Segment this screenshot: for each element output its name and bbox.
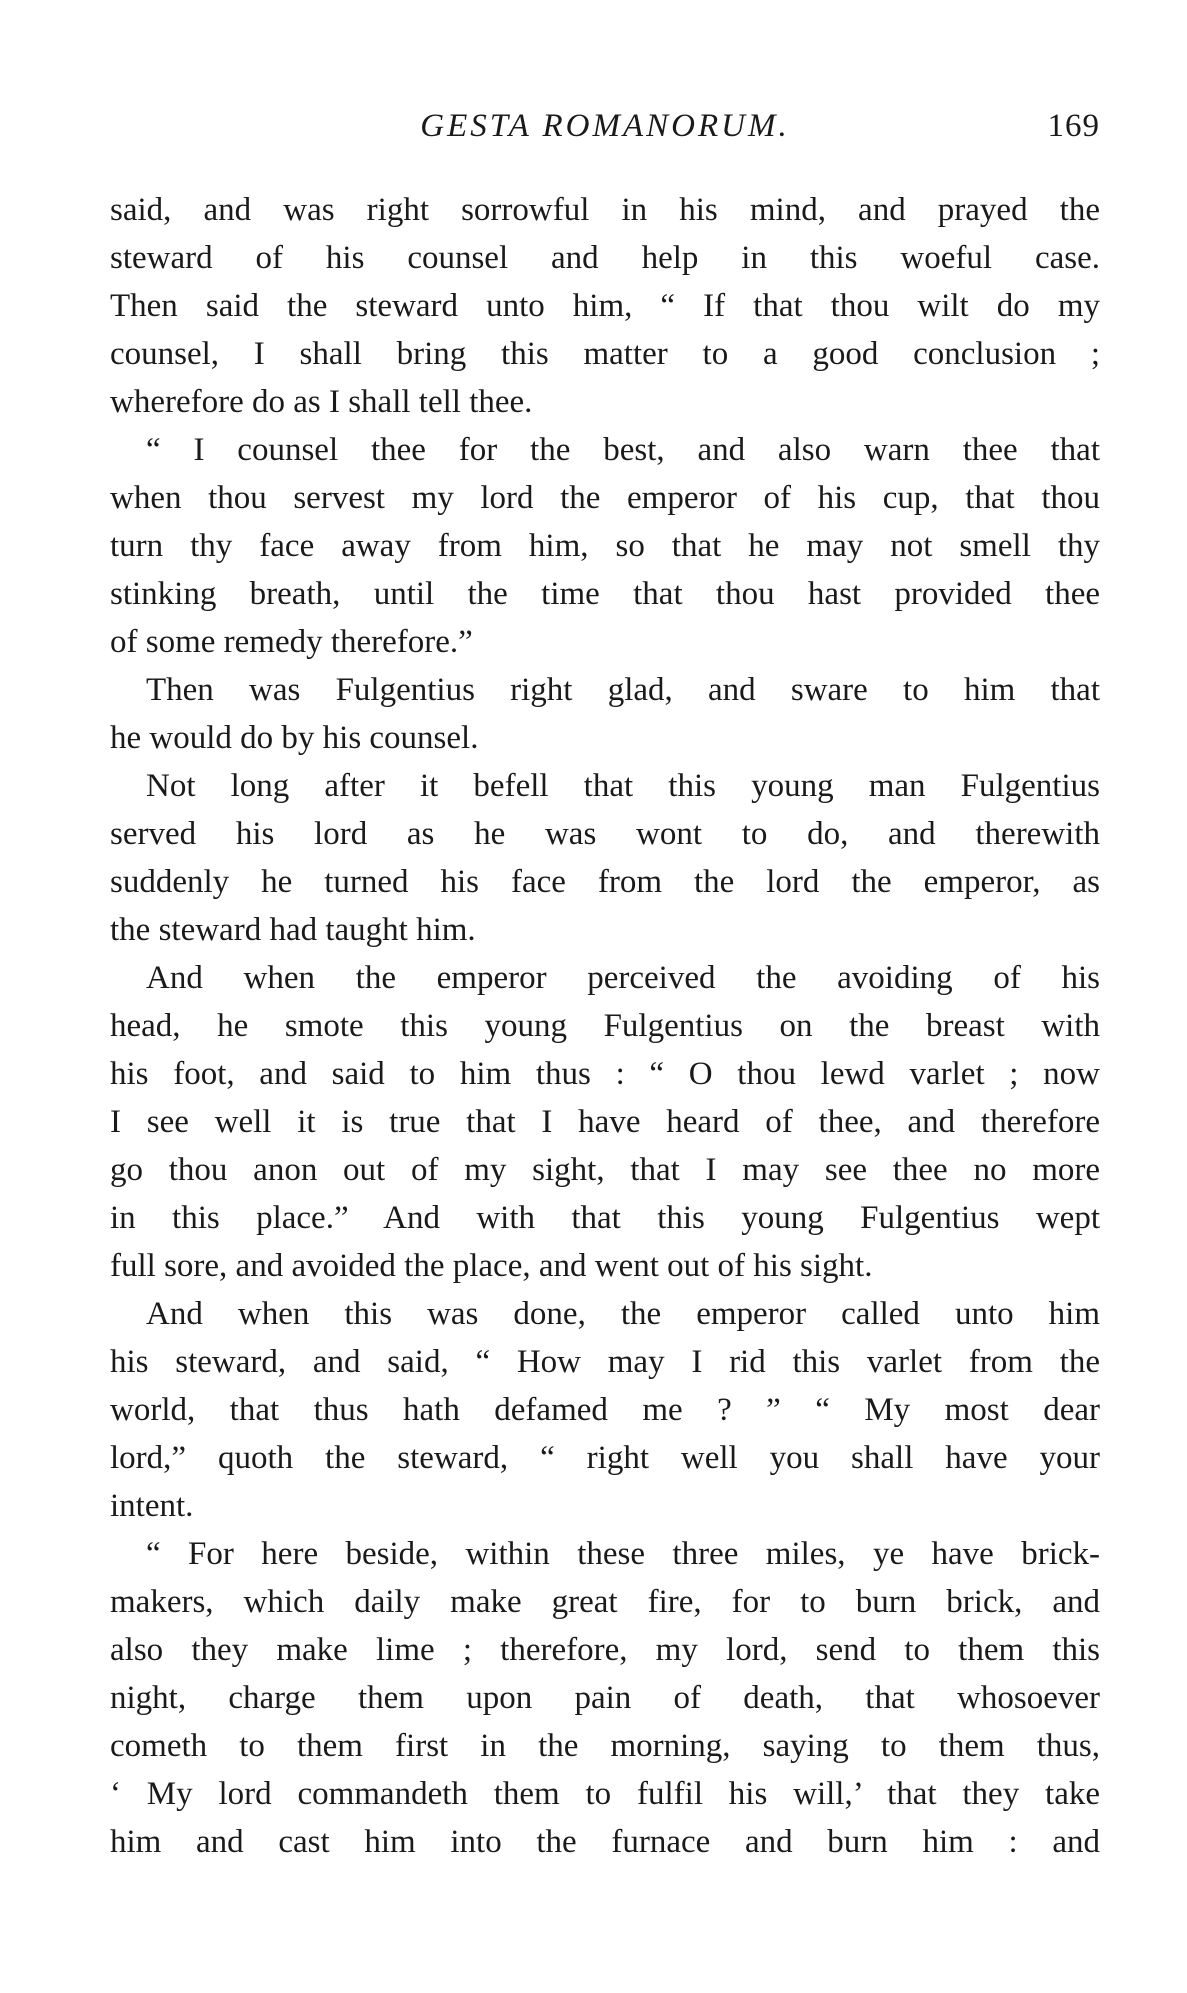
paragraph-start-line: Then was Fulgentius right glad, and sware to him that bbox=[146, 672, 1100, 708]
text-line: said, and was right sorrowful in his mind, and prayed the bbox=[110, 192, 1100, 228]
text-line: also they make lime ; therefore, my lord, send to them this bbox=[110, 1632, 1100, 1668]
running-head bbox=[110, 108, 1100, 158]
text-line: steward of his counsel and help in this woeful case. bbox=[110, 240, 1100, 276]
text-line: when thou servest my lord the emperor of his cup, that thou bbox=[110, 480, 1100, 516]
text-line: wherefore do as I shall tell thee. bbox=[110, 384, 533, 420]
text-line: turn thy face away from him, so that he may not smell thy bbox=[110, 528, 1100, 564]
text-line: head, he smote this young Fulgentius on the breast with bbox=[110, 1008, 1100, 1044]
text-line: served his lord as he was wont to do, and therewith bbox=[110, 816, 1100, 852]
text-line: intent. bbox=[110, 1488, 194, 1524]
text-line: stinking breath, until the time that thou hast provided thee bbox=[110, 576, 1100, 612]
text-line: world, that thus hath defamed me ? ” “ My most dear bbox=[110, 1392, 1100, 1428]
text-line: in this place.” And with that this young Fulgentius wept bbox=[110, 1200, 1100, 1236]
paragraph-start-line: Not long after it befell that this young man Fulgentius bbox=[146, 768, 1100, 804]
text-line: him and cast him into the furnace and burn him : and bbox=[110, 1824, 1100, 1860]
text-line: night, charge them upon pain of death, that whosoever bbox=[110, 1680, 1100, 1716]
running-head-title: GESTA ROMANORUM. bbox=[420, 108, 790, 144]
paragraph-start-line: And when the emperor perceived the avoiding of his bbox=[146, 960, 1100, 996]
text-line: makers, which daily make great fire, for to burn brick, and bbox=[110, 1584, 1100, 1620]
paragraph-start-line: “ For here beside, within these three miles, ye have brick- bbox=[146, 1536, 1100, 1572]
text-line: his steward, and said, “ How may I rid this varlet from the bbox=[110, 1344, 1100, 1380]
body-text bbox=[110, 186, 1100, 1866]
text-line: ‘ My lord commandeth them to fulfil his will,’ that they take bbox=[110, 1776, 1100, 1812]
text-line: counsel, I shall bring this matter to a good conclusion ; bbox=[110, 336, 1100, 372]
paragraph-start-line: “ I counsel thee for the best, and also warn thee that bbox=[146, 432, 1100, 468]
text-line: go thou anon out of my sight, that I may see thee no more bbox=[110, 1152, 1100, 1188]
page-number: 169 bbox=[1047, 108, 1100, 144]
text-line: cometh to them first in the morning, saying to them thus, bbox=[110, 1728, 1100, 1764]
text-line: of some remedy therefore.” bbox=[110, 624, 473, 660]
text-line: lord,” quoth the steward, “ right well you shall have your bbox=[110, 1440, 1100, 1476]
paragraph-start-line: And when this was done, the emperor called unto him bbox=[146, 1296, 1100, 1332]
text-line: the steward had taught him. bbox=[110, 912, 476, 948]
text-line: suddenly he turned his face from the lord the emperor, as bbox=[110, 864, 1100, 900]
text-line: full sore, and avoided the place, and went out of his sight. bbox=[110, 1248, 873, 1284]
text-line: Then said the steward unto him, “ If that thou wilt do my bbox=[110, 288, 1100, 324]
text-line: I see well it is true that I have heard of thee, and therefore bbox=[110, 1104, 1100, 1140]
text-line: his foot, and said to him thus : “ O thou lewd varlet ; now bbox=[110, 1056, 1100, 1092]
text-line: he would do by his counsel. bbox=[110, 720, 479, 756]
